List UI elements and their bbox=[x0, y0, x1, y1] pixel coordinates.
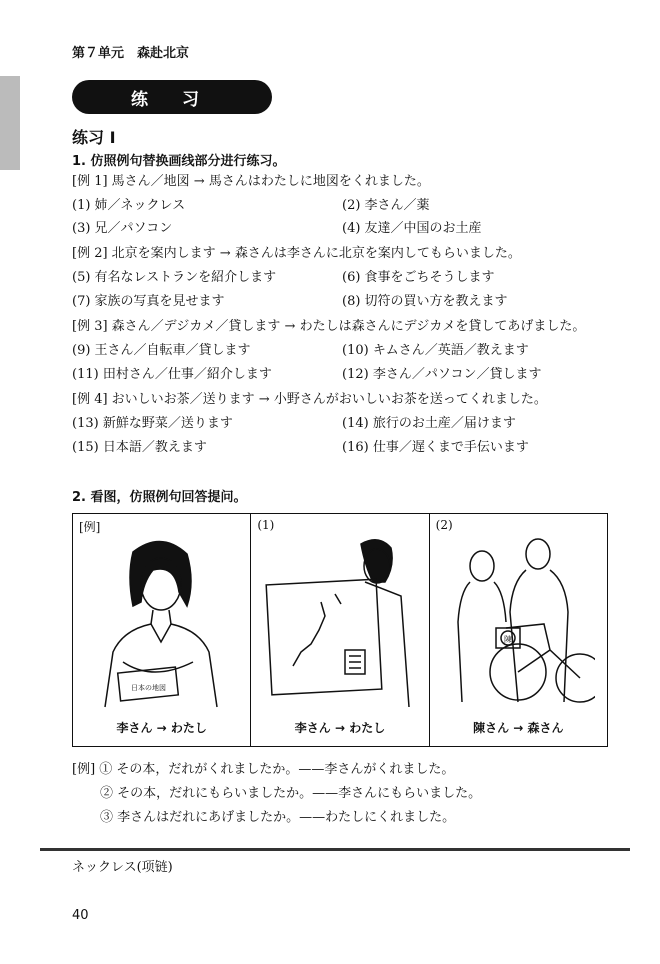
example-answer-3: ③ 李さんはだれにあげましたか。——わたしにくれました。 bbox=[100, 810, 456, 825]
example-line-2: [例 2] 北京を案内します → 森さんは李さんに北京を案内してもらいました。 bbox=[72, 246, 521, 261]
example-answer-1: [例] ① その本，だれがくれましたか。——李さんがくれました。 bbox=[72, 762, 455, 777]
vocab-note: ネックレス(项链) bbox=[72, 860, 173, 875]
panel-caption: 陳さん → 森さん bbox=[473, 721, 564, 735]
footer-divider bbox=[40, 848, 630, 851]
page-edge-tab bbox=[0, 76, 20, 170]
list-item: (16) 仕事／遅くまで手伝います bbox=[342, 440, 529, 455]
book-title: 日本の地図 bbox=[131, 684, 166, 692]
picture-panel-1 bbox=[251, 514, 429, 746]
list-item: (7) 家族の写真を見せます bbox=[72, 294, 225, 309]
list-item: (8) 切符の買い方を教えます bbox=[342, 294, 508, 309]
example-line-1: [例 1] 馬さん／地図 → 馬さんはわたしに地図をくれました。 bbox=[72, 174, 430, 189]
list-item: (12) 李さん／パソコン／貸します bbox=[342, 367, 542, 382]
list-item: (14) 旅行のお土産／届けます bbox=[342, 416, 516, 431]
list-item: (1) 姉／ネックレス bbox=[72, 198, 186, 213]
section-title: 练习 Ⅰ bbox=[72, 128, 116, 147]
list-item: (6) 食事をごちそうします bbox=[342, 270, 495, 285]
unit-header: 第７单元 森赴北京 bbox=[72, 46, 190, 61]
example-line-4: [例 4] おいしいお茶／送ります → 小野さんがおいしいお茶を送ってくれました。 bbox=[72, 392, 547, 407]
list-item: (11) 田村さん／仕事／紹介します bbox=[72, 367, 272, 382]
picture-panel-2 bbox=[430, 514, 607, 746]
list-item: (9) 王さん／自転車／貸します bbox=[72, 343, 251, 358]
exercise1-instruction: 1. 仿照例句替换画线部分进行练习。 bbox=[72, 154, 286, 169]
picture-panel-example bbox=[73, 514, 251, 746]
list-item: (4) 友達／中国のお土産 bbox=[342, 221, 482, 236]
panel-label: (1) bbox=[257, 518, 275, 532]
two-men-with-bicycle-illustration bbox=[440, 532, 595, 712]
list-item: (15) 日本語／教えます bbox=[72, 440, 207, 455]
list-item: (5) 有名なレストランを紹介します bbox=[72, 270, 277, 285]
picture-frame bbox=[72, 513, 608, 747]
person-with-map-illustration bbox=[261, 532, 416, 712]
panel-label: (2) bbox=[435, 518, 453, 532]
exercise2-instruction: 2. 看图，仿照例句回答提问。 bbox=[72, 490, 247, 505]
woman-with-book-illustration bbox=[83, 532, 238, 712]
basket-label: 陳 bbox=[503, 635, 512, 644]
list-item: (13) 新鮮な野菜／送ります bbox=[72, 416, 233, 431]
list-item: (3) 兄／パソコン bbox=[72, 221, 173, 236]
panel-caption: 李さん → わたし bbox=[116, 721, 207, 735]
example-answer-2: ② その本，だれにもらいましたか。——李さんにもらいました。 bbox=[100, 786, 482, 801]
page-number: 40 bbox=[72, 908, 89, 923]
example-line-3: [例 3] 森さん／デジカメ／貸します → わたしは森さんにデジカメを貸してあげました。 bbox=[72, 319, 586, 334]
panel-caption: 李さん → わたし bbox=[294, 721, 386, 735]
panel-label: [例] bbox=[79, 520, 101, 534]
list-item: (10) キムさん／英語／教えます bbox=[342, 343, 529, 358]
list-item: (2) 李さん／薬 bbox=[342, 198, 430, 213]
section-banner: 练 习 bbox=[72, 80, 272, 114]
